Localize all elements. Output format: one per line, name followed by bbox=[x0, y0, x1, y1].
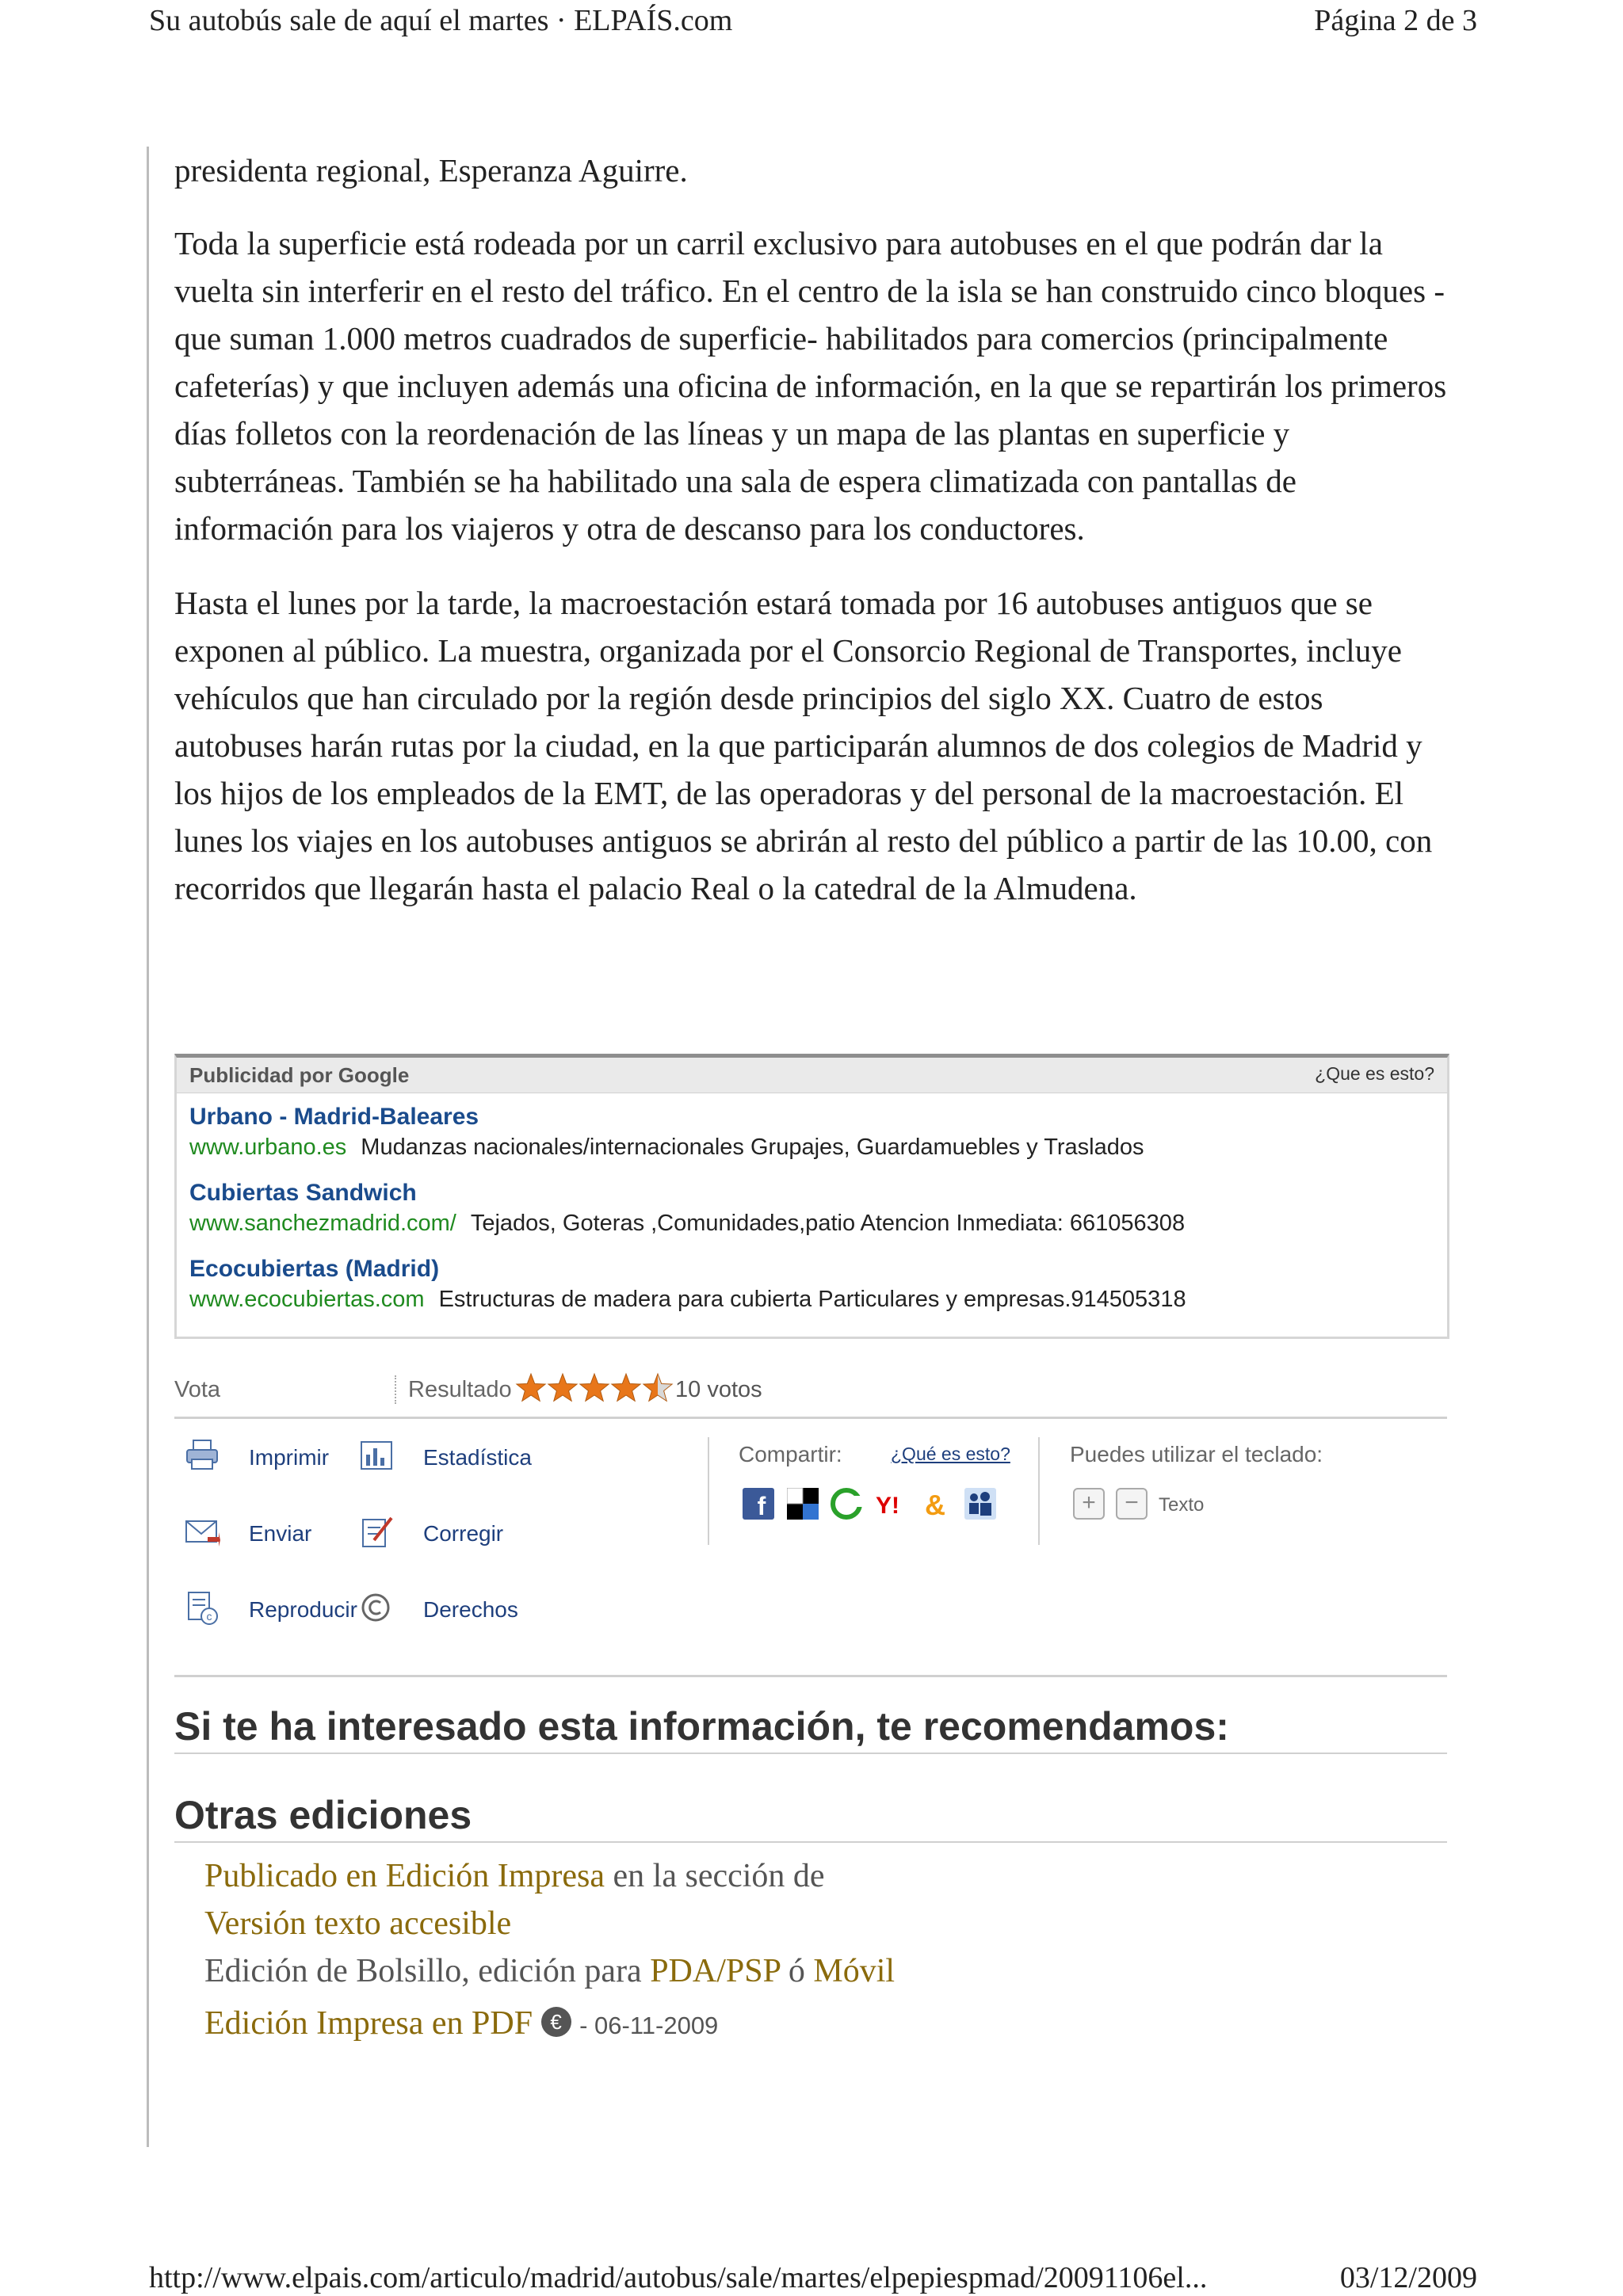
accessible-version-link[interactable]: Versión texto accesible bbox=[204, 1905, 512, 1942]
ad-title[interactable]: Cubiertas Sandwich bbox=[189, 1180, 417, 1206]
copyright-icon bbox=[358, 1589, 395, 1626]
stats-label[interactable]: Estadística bbox=[423, 1445, 532, 1470]
svg-text:Y!: Y! bbox=[876, 1493, 899, 1519]
ad-url[interactable]: www.ecocubiertas.com bbox=[189, 1287, 425, 1312]
rating-star[interactable] bbox=[580, 1374, 609, 1401]
share-what-link[interactable]: ¿Qué es esto? bbox=[891, 1444, 1010, 1464]
rating-star[interactable] bbox=[517, 1374, 545, 1401]
pdf-date: - 06-11-2009 bbox=[579, 2012, 719, 2039]
vote-separator bbox=[395, 1375, 396, 1404]
print-edition-link[interactable]: Publicado en Edición Impresa bbox=[204, 1858, 605, 1894]
text-decrease-button[interactable]: − bbox=[1116, 1488, 1148, 1520]
rating-star[interactable] bbox=[612, 1374, 640, 1401]
reproduce-label[interactable]: Reproducir bbox=[249, 1597, 357, 1622]
print-edition-rest: en la sección de bbox=[613, 1858, 825, 1894]
ad-item[interactable] bbox=[189, 1102, 1144, 1162]
print-header bbox=[0, 0, 1623, 48]
edition-accessible-line bbox=[204, 1905, 511, 1943]
article-paragraph-1: presidenta regional, Esperanza Aguirre. bbox=[174, 152, 688, 189]
ads-what-link[interactable]: ¿Que es esto? bbox=[1315, 1063, 1434, 1084]
ad-url[interactable]: www.urbano.es bbox=[189, 1135, 347, 1160]
keyboard-label: Puedes utilizar el teclado: bbox=[1070, 1442, 1323, 1466]
edition-pdf-line bbox=[204, 2004, 718, 2042]
article-tools bbox=[174, 1426, 1447, 1672]
text-size-label: Texto bbox=[1159, 1494, 1205, 1516]
svg-text:f: f bbox=[757, 1492, 766, 1520]
facebook-icon[interactable] bbox=[743, 1488, 774, 1520]
or-text: ó bbox=[788, 1953, 805, 1989]
ad-title[interactable]: Urbano - Madrid-Baleares bbox=[189, 1104, 479, 1130]
mobile-link[interactable]: Móvil bbox=[813, 1953, 896, 1989]
edition-print-line bbox=[204, 1857, 825, 1895]
edition-pocket-line bbox=[204, 1952, 895, 1990]
rating-star[interactable] bbox=[548, 1374, 577, 1401]
tools-divider bbox=[708, 1437, 709, 1545]
page-url: http://www.elpais.com/articulo/madrid/autobus/sale/martes/elpepiespmad/20091106el... bbox=[149, 2261, 1208, 2294]
share-label: Compartir: bbox=[739, 1442, 842, 1466]
rating-star[interactable] bbox=[643, 1374, 672, 1401]
text-increase-button[interactable]: + bbox=[1073, 1488, 1105, 1520]
page-number: Página 2 de 3 bbox=[1314, 4, 1477, 37]
euro-icon: € bbox=[541, 2007, 571, 2037]
svg-text:c: c bbox=[206, 1610, 212, 1623]
rights-label[interactable]: Derechos bbox=[423, 1597, 518, 1622]
correct-label[interactable]: Corregir bbox=[423, 1521, 504, 1546]
print-date: 03/12/2009 bbox=[1339, 2261, 1477, 2294]
left-rule bbox=[147, 147, 149, 2147]
article-paragraph-2: Toda la superficie está rodeada por un carril exclusivo para autobuses en el que podrán dar la vuelta sin interferir en el resto del tráfico. En el centro de la isla se han construido cinco bloques -que suman 1.000 metros cuadrados de superficie- habilitados para comercios (principalmente cafeterías) y que incluyen además una oficina de información, en la que se repartirán los primeros días folletos con la reordenación de las líneas y un mapa de las plantas en superficie y subterráneas. También se ha habilitado una sala de espera climatizada con pantallas de información para los viajeros y otra de descanso para los conductores. bbox=[174, 225, 1447, 547]
document-copyright-icon bbox=[184, 1589, 220, 1626]
edit-icon bbox=[358, 1513, 395, 1550]
section-divider bbox=[174, 1675, 1447, 1677]
envelope-icon bbox=[184, 1513, 220, 1550]
page-title: Su autobús sale de aquí el martes · ELPAÍS.com bbox=[149, 4, 733, 37]
myspace-icon[interactable] bbox=[964, 1488, 996, 1520]
ad-description: Estructuras de madera para cubierta Particulares y empresas.914505318 bbox=[438, 1287, 1186, 1312]
ad-description: Tejados, Goteras ,Comunidades,patio Atencion Inmediata: 661056308 bbox=[470, 1211, 1186, 1236]
ads-header bbox=[177, 1058, 1447, 1093]
other-editions-heading: Otras ediciones bbox=[174, 1792, 1447, 1843]
vote-count: 10 votos bbox=[675, 1377, 762, 1402]
vote-label[interactable]: Vota bbox=[174, 1377, 221, 1402]
pdf-edition-link[interactable]: Edición Impresa en PDF bbox=[204, 2005, 533, 2042]
bar-chart-icon bbox=[358, 1437, 395, 1474]
pocket-edition-text: Edición de Bolsillo, edición para bbox=[204, 1953, 642, 1989]
ad-item[interactable] bbox=[189, 1254, 1186, 1314]
result-label: Resultado bbox=[408, 1377, 512, 1402]
send-label[interactable]: Enviar bbox=[249, 1521, 312, 1546]
recommend-heading: Si te ha interesado esta información, te recomendamos: bbox=[174, 1703, 1447, 1754]
google-ads-box bbox=[174, 1054, 1449, 1339]
meneame-icon[interactable] bbox=[831, 1488, 862, 1520]
vote-bar bbox=[174, 1361, 1447, 1419]
print-label[interactable]: Imprimir bbox=[249, 1445, 330, 1470]
ads-header-label: Publicidad por Google bbox=[189, 1063, 410, 1087]
pda-psp-link[interactable]: PDA/PSP bbox=[650, 1953, 781, 1989]
technorati-icon[interactable] bbox=[919, 1488, 951, 1520]
printer-icon bbox=[184, 1437, 220, 1474]
rating-stars[interactable] bbox=[515, 1371, 674, 1405]
article-body bbox=[174, 147, 1458, 939]
svg-text:&: & bbox=[925, 1489, 945, 1520]
delicious-icon[interactable] bbox=[787, 1488, 819, 1520]
ad-title[interactable]: Ecocubiertas (Madrid) bbox=[189, 1256, 440, 1282]
article-paragraph-3: Hasta el lunes por la tarde, la macroestación estará tomada por 16 autobuses antiguos que se exponen al público. La muestra, organizada por el Consorcio Regional de Transportes, incluye vehículos que han circulado por la región desde principios del siglo XX. Cuatro de estos autobuses harán rutas por la ciudad, en la que participarán alumnos de dos colegios de Madrid y los hijos de los empleados de la EMT, de las operadoras y del personal de la macroestación. El lunes los viajes en los autobuses antiguos se abrirán al resto del público a partir de las 10.00, con recorridos que llegarán hasta el palacio Real o la catedral de la Almudena. bbox=[174, 585, 1433, 906]
tools-divider bbox=[1038, 1437, 1040, 1545]
ad-description: Mudanzas nacionales/internacionales Grupajes, Guardamuebles y Traslados bbox=[361, 1135, 1144, 1160]
ad-item[interactable] bbox=[189, 1178, 1185, 1238]
yahoo-icon[interactable] bbox=[876, 1488, 907, 1520]
ad-url[interactable]: www.sanchezmadrid.com/ bbox=[189, 1211, 456, 1236]
